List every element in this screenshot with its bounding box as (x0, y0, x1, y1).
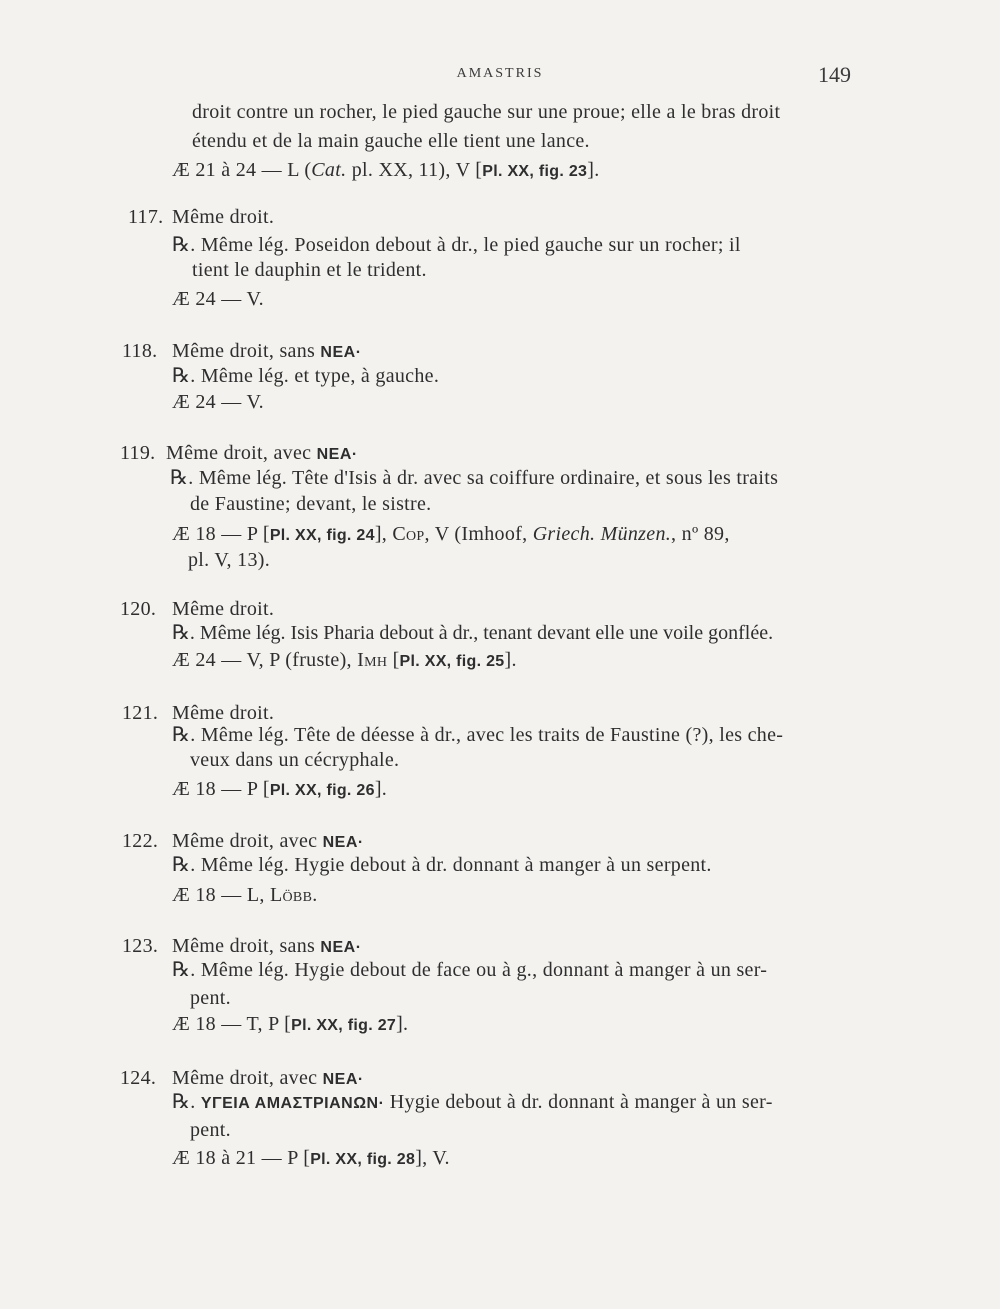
entry-number-123: 123. (122, 935, 159, 957)
entry-number-118: 118. (122, 340, 158, 362)
plate-reference: Pl. XX, fig. 26 (269, 782, 375, 799)
entry-117-line-1: Même droit. (172, 206, 275, 228)
entry-119-line-4: Æ 18 — P [Pl. XX, fig. 24], Cop, V (Imhoof, Griech. Münzen., nº 89, (172, 523, 730, 545)
intro-line-1: droit contre un rocher, le pied gauche sur une proue; elle a le bras droit (192, 101, 781, 123)
entry-number-122: 122. (122, 830, 159, 852)
plate-reference: Pl. XX, fig. 27 (291, 1017, 397, 1034)
entry-number-119: 119. (120, 442, 156, 464)
intro-line-2: étendu et de la main gauche elle tient une lance. (192, 130, 590, 152)
page-number: 149 (818, 62, 851, 87)
entry-120-line-2: ℞. Même lég. Isis Pharia debout à dr., tenant devant elle une voile gonflée. (172, 622, 774, 644)
entry-number-117: 117. (128, 206, 164, 228)
entry-124-line-1: Même droit, avec NEA· (172, 1067, 364, 1089)
entry-number-121: 121. (122, 702, 159, 724)
entry-119-line-5: pl. V, 13). (188, 549, 271, 571)
entry-119-line-1: Même droit, avec NEA· (166, 442, 358, 464)
entry-121-line-3: veux dans un cécryphale. (190, 749, 400, 771)
intro-line-3: Æ 21 à 24 — L (Cat. pl. XX, 11), V [Pl. XX, fig. 23]. (172, 159, 600, 181)
entry-122-line-3: Æ 18 — L, Löbb. (172, 884, 318, 906)
running-header: AMASTRIS (456, 66, 544, 81)
entry-121-line-2: ℞. Même lég. Tête de déesse à dr., avec les traits de Faustine (?), les che- (172, 724, 784, 746)
entry-123-line-4: Æ 18 — T, P [Pl. XX, fig. 27]. (172, 1013, 409, 1035)
entry-122-line-2: ℞. Même lég. Hygie debout à dr. donnant à manger à un serpent. (172, 854, 712, 876)
entry-122-line-1: Même droit, avec NEA· (172, 830, 364, 852)
entry-120-line-3: Æ 24 — V, P (fruste), Imh [Pl. XX, fig. 25]. (172, 649, 517, 671)
plate-reference: Pl. XX, fig. 23 (482, 163, 588, 180)
entry-118-line-1: Même droit, sans NEA· (172, 340, 362, 362)
entry-124-line-2: ℞. ΥΓΕΙΑ ΑΜΑΣΤΡΙΑΝΩΝ· Hygie debout à dr. donnant à manger à un ser- (172, 1091, 773, 1113)
entry-121-line-1: Même droit. (172, 702, 275, 724)
plate-reference: Pl. XX, fig. 24 (269, 527, 375, 544)
greek-legend: ΥΓΕΙΑ ΑΜΑΣΤΡΙΑΝΩΝ· (200, 1095, 385, 1112)
entry-118-line-3: Æ 24 — V. (172, 391, 264, 413)
entry-number-124: 124. (120, 1067, 157, 1089)
entry-123-line-3: pent. (190, 987, 231, 1009)
plate-reference: Pl. XX, fig. 25 (399, 653, 505, 670)
entry-117-line-4: Æ 24 — V. (172, 288, 264, 310)
entry-121-line-4: Æ 18 — P [Pl. XX, fig. 26]. (172, 778, 388, 800)
entry-119-line-2: ℞. Même lég. Tête d'Isis à dr. avec sa coiffure ordinaire, et sous les traits (170, 467, 779, 489)
entry-117-line-2: ℞. Même lég. Poseidon debout à dr., le pied gauche sur un rocher; il (172, 234, 741, 256)
entry-123-line-2: ℞. Même lég. Hygie debout de face ou à g., donnant à manger à un ser- (172, 959, 768, 981)
entry-120-line-1: Même droit. (172, 598, 275, 620)
entry-117-line-3: tient le dauphin et le trident. (192, 259, 427, 281)
entry-123-line-1: Même droit, sans NEA· (172, 935, 362, 957)
entry-118-line-2: ℞. Même lég. et type, à gauche. (172, 365, 440, 387)
entry-number-120: 120. (120, 598, 157, 620)
entry-124-line-3: pent. (190, 1119, 231, 1141)
plate-reference: Pl. XX, fig. 28 (310, 1151, 416, 1168)
entry-119-line-3: de Faustine; devant, le sistre. (190, 493, 432, 515)
entry-124-line-4: Æ 18 à 21 — P [Pl. XX, fig. 28], V. (172, 1147, 450, 1169)
